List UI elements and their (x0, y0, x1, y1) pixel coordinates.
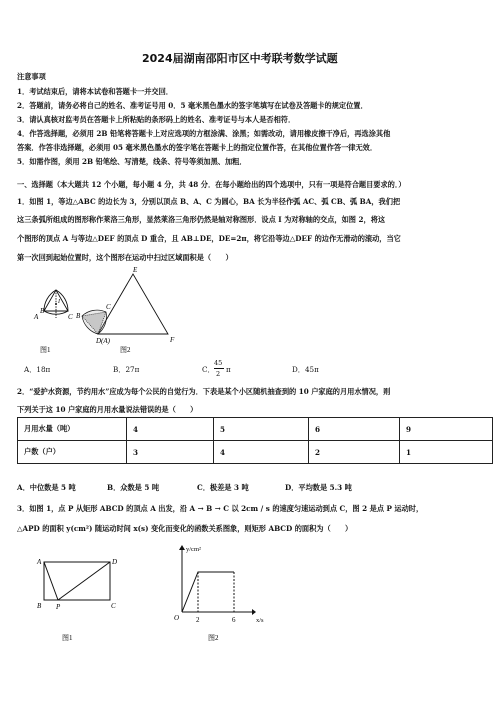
table-row (18, 418, 493, 441)
q2-line: 下列关于这 10 户家庭的月用水量说法错误的是（ ） (17, 405, 198, 414)
fig2-caption: 图2 (120, 346, 131, 354)
table-cell: 5 (214, 418, 309, 441)
reuleaux-triangle-fig2 (82, 310, 106, 334)
q1-line: 1．如图 1，等边△ABC 的边长为 3，分别以顶点 B、A、C 为圆心，BA 长为半径作弧 AC、弧 CB、弧 BA，我们把 (17, 197, 401, 206)
table-cell: 2 (309, 441, 400, 464)
q3-fig1-label-c: C (111, 602, 116, 610)
center-point-i (55, 303, 57, 305)
q1-option-c-pi: π (226, 365, 231, 374)
q1-option-c-numerator: 45 (214, 359, 223, 367)
fig1-label-a: A (34, 313, 39, 321)
q3-fig1-label-p: P (56, 603, 61, 611)
fig1-label-b: B (40, 307, 45, 315)
q1-option-c-denominator: 2 (216, 370, 221, 378)
table-cell: 4 (127, 418, 214, 441)
table-cell: 6 (309, 418, 400, 441)
table-cell: 9 (400, 418, 493, 441)
water-usage-table (17, 417, 493, 464)
q1-line: 个图形的顶点 A 与等边△DEF 的顶点 D 重合，且 AB⊥DE，DE=2π，将它沿等边△DEF 的边作无滑动的滚动，当它 (17, 234, 401, 243)
table-row (18, 441, 493, 464)
q3-fig2-tick-2: 2 (196, 616, 200, 624)
fig2-label-b: B (76, 312, 81, 320)
q2-option-a: A．中位数是 5 吨 (17, 483, 76, 492)
q3-fig2-x-label: x/s (256, 617, 264, 624)
table-header-cell: 户数（户） (18, 441, 127, 464)
q3-fig1-label-b: B (37, 602, 42, 610)
section-heading: 一、选择题（本大题共 12 个小题，每小题 4 分，共 48 分．在每小题给出的四个选项中，只有一项是符合题目要求的．） (17, 180, 406, 189)
notice-item: 答案．作答非选择题，必须用 05 毫米黑色墨水的签字笔在答题卡上的指定位置作答，在其他位置作答一律无效． (17, 143, 378, 152)
fig2-label-e: E (133, 266, 138, 274)
table-cell: 4 (214, 441, 309, 464)
fraction-bar (214, 368, 224, 369)
fig1-label-c: C (68, 313, 73, 321)
x-axis-arrow (252, 609, 256, 615)
notice-heading: 注意事项 (17, 72, 46, 81)
q1-option-a: A．18π (24, 365, 51, 374)
q3-fig2-tick-6: 6 (232, 616, 236, 624)
q3-fig2-caption: 图2 (208, 634, 219, 642)
q3-fig1-caption: 图1 (62, 634, 73, 642)
q2-option-c: C．极差是 3 吨 (197, 483, 249, 492)
q3-figures (30, 542, 290, 646)
q2-option-d: D．平均数是 5.3 吨 (285, 483, 352, 492)
table-header-cell: 月用水量（吨） (18, 418, 127, 441)
q1-option-b: B．27π (113, 365, 140, 374)
q3-line: △APD 的面积 y(cm²) 随运动时间 x(s) 变化而变化的函数关系图象，则矩形 ABCD 的面积为（ ） (17, 524, 353, 533)
table-cell: 1 (400, 441, 493, 464)
fig2-label-f: F (170, 336, 175, 344)
q2-option-b: B．众数是 5 吨 (107, 483, 160, 492)
q1-option-d: D．45π (292, 365, 319, 374)
q1-option-c-prefix: C． (202, 365, 215, 374)
q1-figures (20, 268, 210, 356)
q3-graph (182, 550, 252, 612)
notice-item: 2．答题前，请务必将自己的姓名、准考证号用 0．5 毫米黑色墨水的签字笔填写在试卷及答题卡的规定位置． (17, 101, 368, 110)
q1-line: 这三条弧所组成的图形称作莱洛三角形，显然莱洛三角形仍然是轴对称图形．设点 I 为对称轴的交点，如图 2，将这 (17, 215, 386, 224)
q3-fig1-label-d: D (112, 558, 118, 566)
page-title: 2024届湖南邵阳市区中考联考数学试题 (142, 52, 338, 65)
q3-fig2-origin: O (174, 614, 180, 622)
q1-line: 第一次回到起始位置时，这个图形在运动中扫过区域面积是（ ） (17, 253, 233, 262)
notice-item: 1．考试结束后，请将本试卷和答题卡一并交回． (17, 87, 173, 96)
q2-line: 2．“爱护水资源，节约用水”应成为每个公民的自觉行为．下表是某个小区随机抽查到的 10 户家庭的月用水情况，则 (17, 387, 391, 396)
rectangle-abcd (44, 562, 110, 600)
notice-item: 4．作答选择题，必须用 2B 铅笔将答题卡上对应选项的方框涂满、涂黑；如需改动，请用橡皮擦干净后，再选涂其他 (17, 129, 391, 138)
q3-line: 3．如图 1，点 P 从矩形 ABCD 的顶点 A 出发，沿 A → B → C 以 2cm / s 的速度匀速运动到点 C，图 2 是点 P 运动时， (17, 504, 424, 513)
q3-fig2-y-label: y/cm² (186, 546, 201, 553)
y-axis-arrow (179, 545, 185, 550)
fig2-label-c: C (106, 303, 111, 311)
table-cell: 3 (127, 441, 214, 464)
notice-item: 5．如需作图，须用 2B 铅笔绘、写清楚，线条、符号等须加黑、加粗． (17, 157, 247, 166)
fig1-caption: 图1 (40, 346, 51, 354)
fig2-label-d: D(A) (96, 337, 110, 345)
notice-item: 3．请认真核对监考员在答题卡上所粘贴的条形码上的姓名、准考证号与本人是否相符． (17, 115, 296, 124)
fig1-label-i: I (58, 299, 60, 305)
q3-fig1-label-a: A (37, 558, 42, 566)
